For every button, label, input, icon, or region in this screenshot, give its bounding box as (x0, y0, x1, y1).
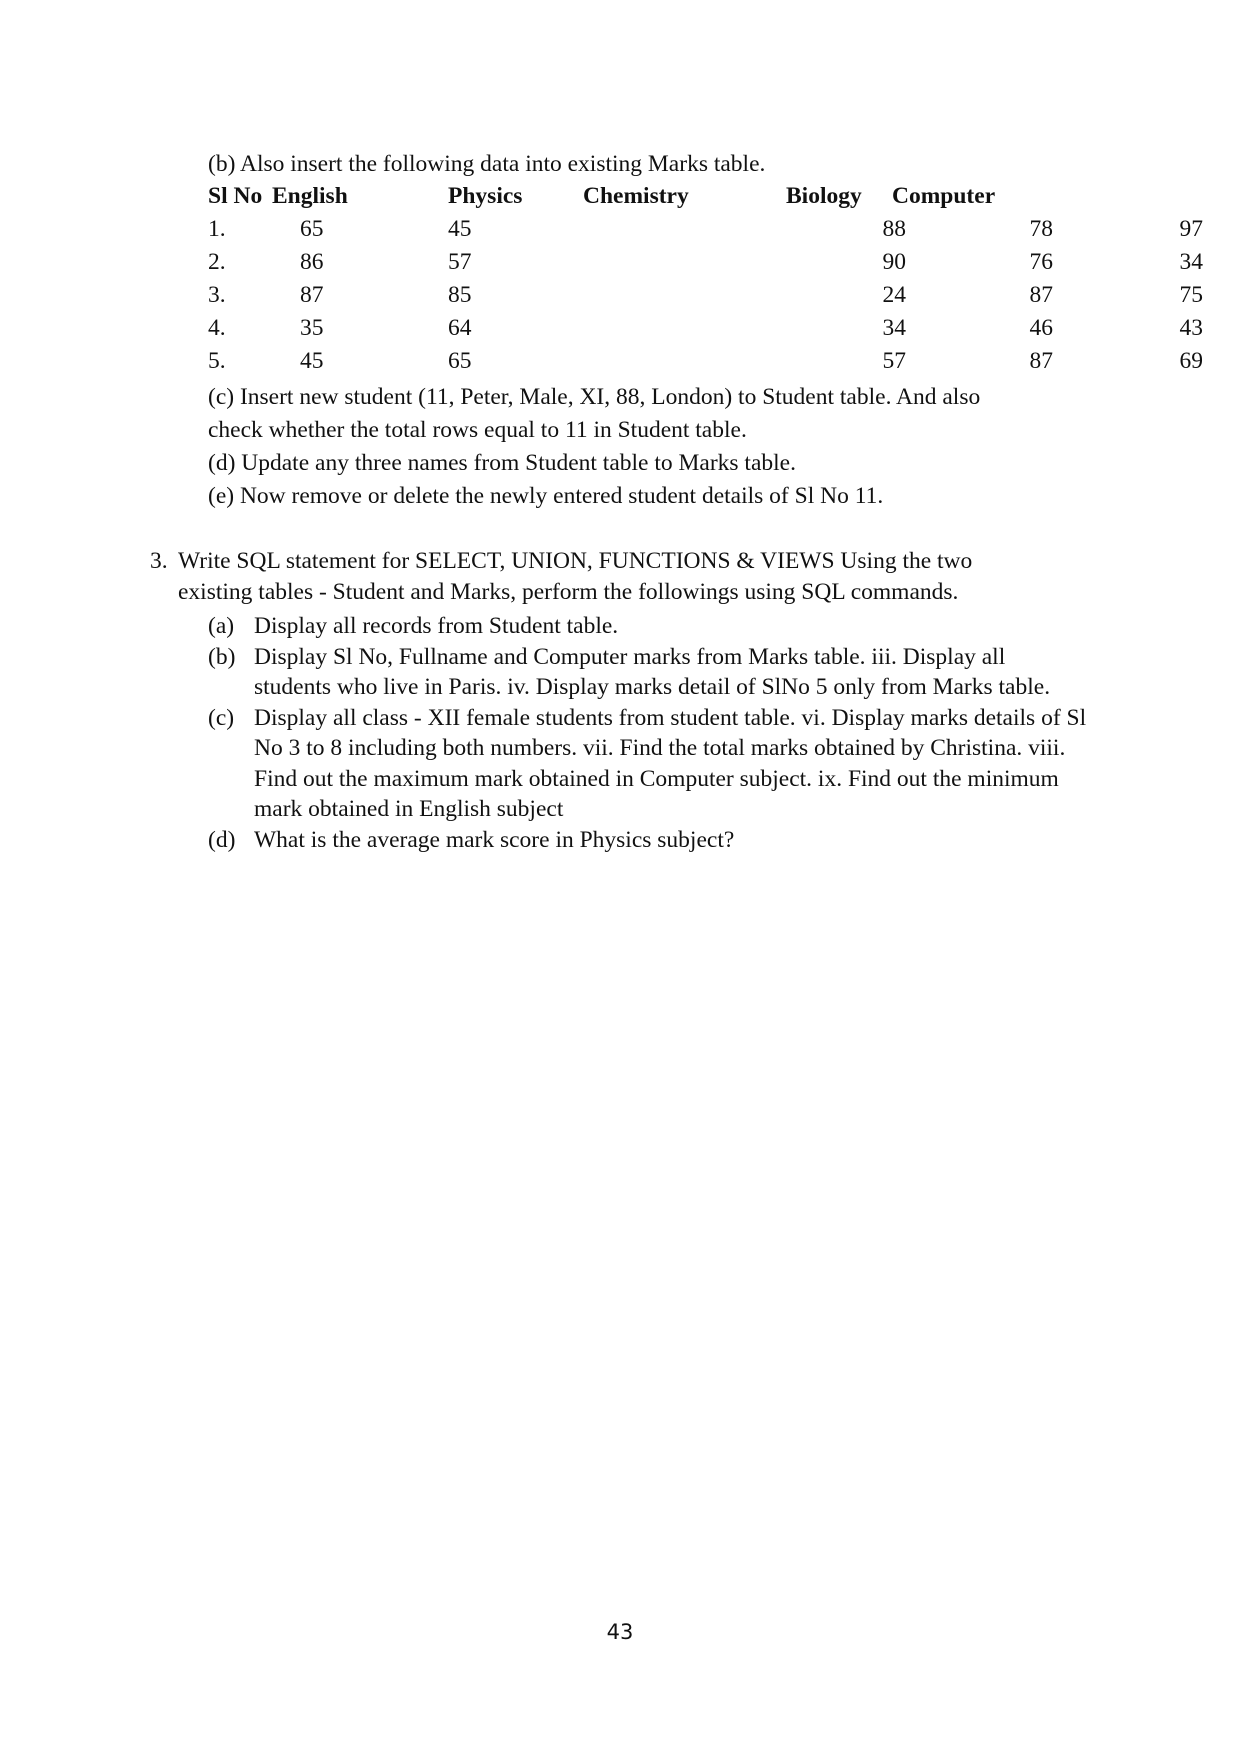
cell-computer: 34 (1179, 249, 1203, 275)
header-english: English (272, 183, 348, 209)
cell-physics: 85 (448, 282, 472, 308)
cell-computer: 43 (1179, 315, 1203, 341)
cell-computer: 97 (1179, 216, 1203, 242)
page-number: 43 (606, 1620, 634, 1644)
item-label: (a) (208, 613, 235, 639)
cell-sl: 1. (208, 216, 226, 242)
cell-biology: 87 (1029, 348, 1053, 374)
question-3-items (208, 611, 1088, 855)
item-text: Display all class - XII female students from student table. vi. Display marks details of Sl No 3 to 8 including both numbers. vii. Find the total marks obtained by Christina. viii. Find out the maximum mark obtained in Computer subject. ix. Find out the minimum mark obtained in English subject (254, 704, 1087, 822)
part-d: (d) Update any three names from Student table to Marks table. (208, 450, 796, 476)
list-item (208, 642, 1088, 703)
table-header-row (208, 180, 1008, 213)
item-text: Display Sl No, Fullname and Computer marks from Marks table. iii. Display all students who live in Paris. iv. Display marks detail of SlNo 5 only from Marks table. (254, 643, 1051, 700)
cell-english: 86 (300, 249, 324, 275)
cell-computer: 75 (1179, 282, 1203, 308)
cell-english: 65 (300, 216, 324, 242)
cell-physics: 45 (448, 216, 472, 242)
header-computer: Computer (892, 183, 996, 209)
cell-chemistry: 88 (882, 216, 906, 242)
cell-physics: 64 (448, 315, 472, 341)
list-item (208, 611, 1088, 642)
cell-computer: 69 (1179, 348, 1203, 374)
marks-table (208, 180, 1203, 378)
cell-english: 35 (300, 315, 324, 341)
cell-english: 45 (300, 348, 324, 374)
item-label: (d) (208, 826, 236, 853)
list-item (208, 703, 1088, 825)
part-e: (e) Now remove or delete the newly entered student details of Sl No 11. (208, 483, 884, 509)
question-number: 3. (150, 548, 168, 574)
question-3-line-1: Write SQL statement for SELECT, UNION, FUNCTIONS & VIEWS Using the two (178, 548, 973, 574)
cell-chemistry: 24 (882, 282, 906, 308)
cell-english: 87 (300, 282, 324, 308)
part-b-intro: (b) Also insert the following data into existing Marks table. (208, 151, 766, 177)
list-item (208, 825, 1088, 856)
item-text: What is the average mark score in Physics subject? (254, 826, 735, 853)
cell-sl: 3. (208, 282, 226, 308)
item-label: (b) (208, 643, 236, 670)
table-row (208, 246, 1203, 279)
header-physics: Physics (448, 183, 523, 209)
cell-chemistry: 34 (882, 315, 906, 341)
part-c-line-2: check whether the total rows equal to 11 in Student table. (208, 417, 747, 443)
question-3-text (178, 546, 1098, 608)
cell-biology: 78 (1029, 216, 1053, 242)
cell-sl: 4. (208, 315, 226, 341)
part-c-line-1: (c) Insert new student (11, Peter, Male, XI, 88, London) to Student table. And also (208, 384, 981, 410)
table-row (208, 312, 1203, 345)
cell-chemistry: 90 (882, 249, 906, 275)
cell-physics: 65 (448, 348, 472, 374)
cell-biology: 87 (1029, 282, 1053, 308)
item-label: (c) (208, 704, 235, 731)
cell-biology: 46 (1029, 315, 1053, 341)
header-sl-no: Sl No (208, 183, 263, 209)
header-chemistry: Chemistry (583, 183, 689, 209)
header-biology: Biology (786, 183, 862, 209)
cell-chemistry: 57 (882, 348, 906, 374)
table-row (208, 345, 1203, 378)
cell-physics: 57 (448, 249, 472, 275)
item-text: Display all records from Student table. (254, 613, 619, 639)
question-3-line-2: existing tables - Student and Marks, perform the followings using SQL commands. (178, 579, 959, 605)
cell-biology: 76 (1029, 249, 1053, 275)
table-row (208, 279, 1203, 312)
cell-sl: 2. (208, 249, 226, 275)
cell-sl: 5. (208, 348, 226, 374)
table-row (208, 213, 1203, 246)
